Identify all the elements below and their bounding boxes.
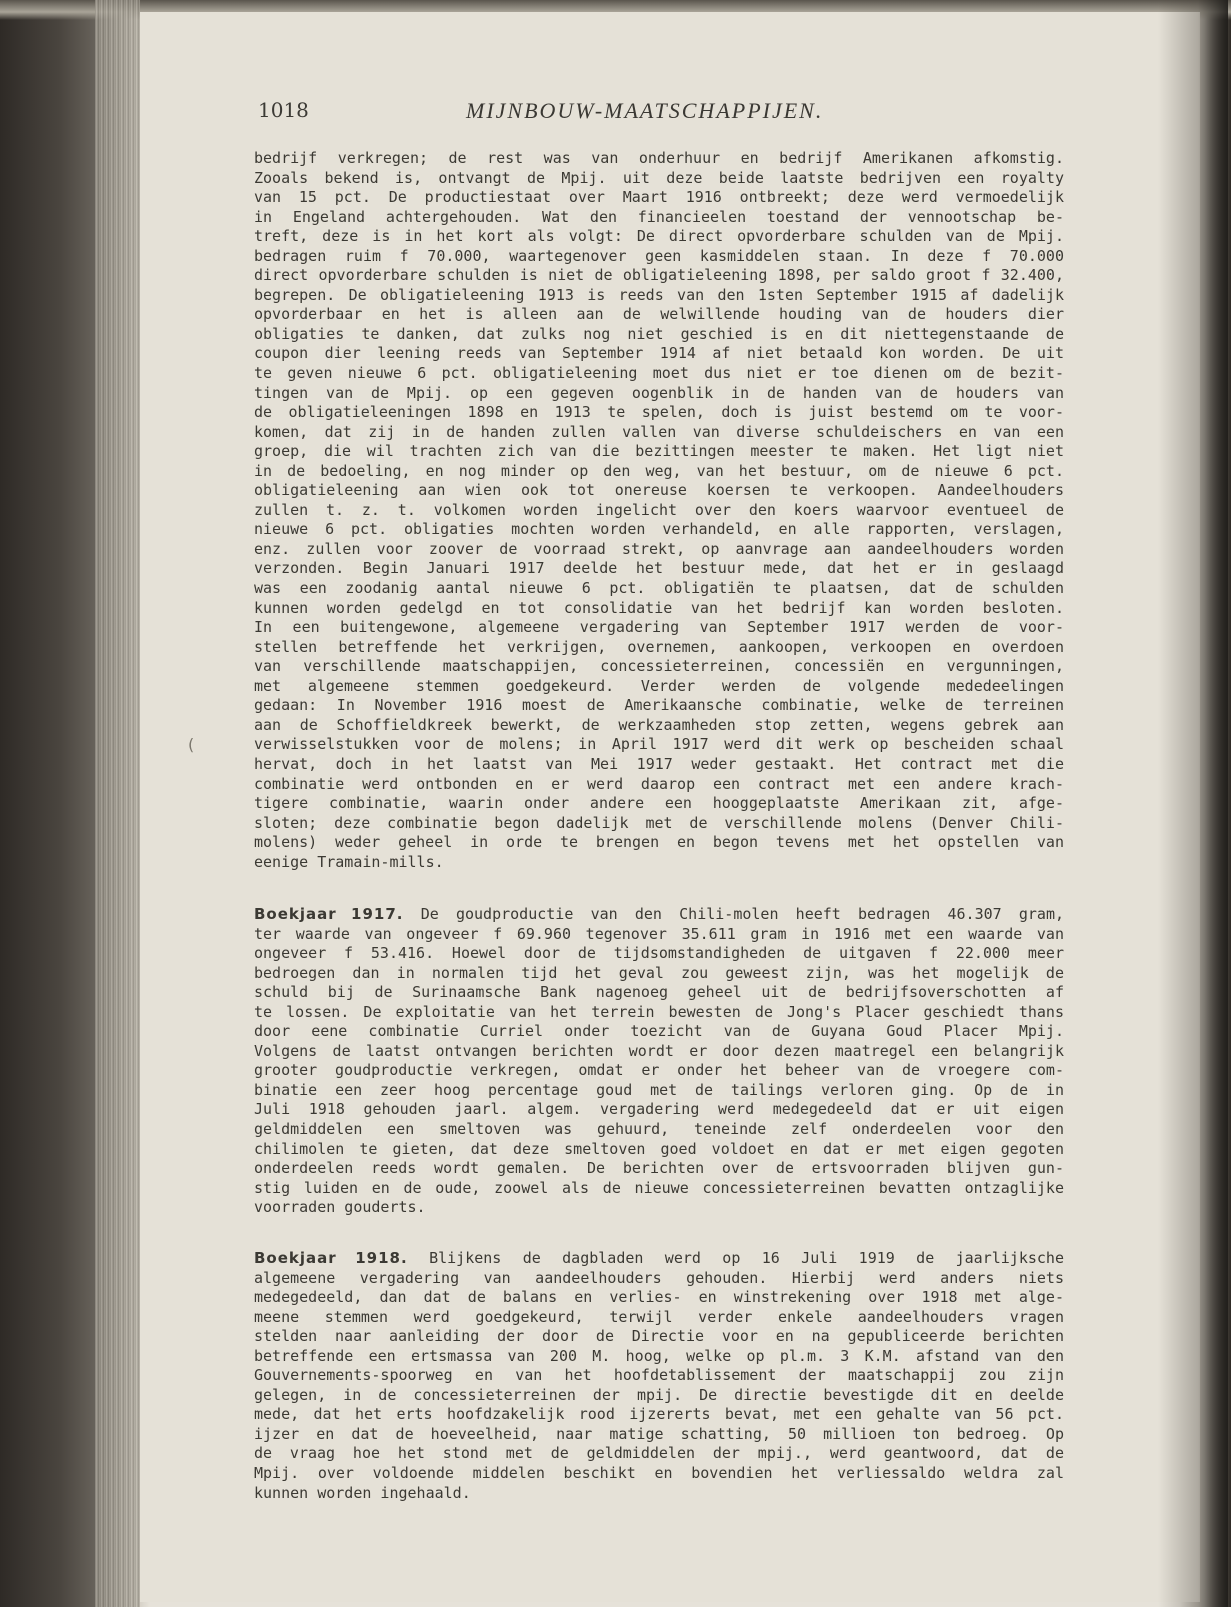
line-text: betreffende een ertsmassa van 200 M. hoog, welke op pl.m. 3 K.M. afstand van den xyxy=(254,1346,1064,1365)
running-header xyxy=(258,98,1138,130)
line-text: stig luiden en de oude, zoowel als de nieuwe concessieterreinen bevatten ontzaglijke xyxy=(254,1178,1064,1197)
text-line xyxy=(254,983,1064,1003)
text-line xyxy=(254,814,1064,834)
line-text: van 15 pct. De productiestaat over Maart 1916 ontbreekt; deze werd vermoedelijk xyxy=(254,188,1064,207)
line-text: bedragen ruim f 70.000, waartegenover geen kasmiddelen staan. In deze f 70.000 xyxy=(254,246,1064,265)
line-text: met algemeene stemmen goedgekeurd. Verder werden de volgende mededeelingen xyxy=(254,676,1064,695)
line-text: Volgens de laatst ontvangen berichten wordt er door dezen maatregel een belangrijk xyxy=(254,1041,1064,1060)
text-line xyxy=(254,188,1064,208)
paragraph-boekjaar-1918 xyxy=(254,1249,1064,1503)
line-text: sloten; deze combinatie begon dadelijk met de verschillende molens (Denver Chili- xyxy=(254,813,1064,832)
line-text: algemeene vergadering van aandeelhouders gehouden. Hierbij werd anders niets xyxy=(254,1268,1064,1287)
text-line xyxy=(254,1484,1064,1504)
text-line xyxy=(254,833,1064,853)
line-text: medegedeeld, dan dat de balans en verlies- en winstrekening over 1918 met alge- xyxy=(254,1288,1064,1307)
text-line xyxy=(254,247,1064,267)
line-text: treft, deze is in het kort als volgt: De direct opvorderbare schulden van de Mpij. xyxy=(254,227,1064,246)
line-text: komen, dat zij in de handen zullen vallen van diverse schuldeischers en van een xyxy=(254,422,1064,441)
line-text: tigere combinatie, waarin onder andere een hooggeplaatste Amerikaan zit, afge- xyxy=(254,794,1064,813)
text-line xyxy=(254,1042,1064,1062)
text-line xyxy=(254,1061,1064,1081)
text-line xyxy=(254,853,1064,873)
line-text: voorraden gouderts. xyxy=(254,1198,426,1217)
text-line xyxy=(254,266,1064,286)
text-line xyxy=(254,1366,1064,1386)
text-line xyxy=(254,1269,1064,1289)
text-line xyxy=(254,1140,1064,1160)
line-text: Juli 1918 gehouden jaarl. algem. vergadering werd medegedeeld dat er uit eigen xyxy=(254,1100,1064,1119)
line-text: direct opvorderbare schulden is niet de obligatieleening 1898, per saldo groot f 32.400, xyxy=(254,266,1064,285)
text-line xyxy=(254,559,1064,579)
text-line xyxy=(254,1425,1064,1445)
line-text: te geven nieuwe 6 pct. obligatieleening moet dus niet er toe dienen om de bezit- xyxy=(254,364,1064,383)
line-text: in de bedoeling, en nog minder op den weg, van het bestuur, om de nieuwe 6 pct. xyxy=(254,461,1064,480)
line-text: van verschillende maatschappijen, concessieterreinen, concessiën en vergunningen, xyxy=(254,657,1064,676)
text-line xyxy=(254,423,1064,443)
text-line xyxy=(254,755,1064,775)
line-text: tingen van de Mpij. op een gegeven oogenblik in de handen van de houders van xyxy=(254,383,1064,402)
text-line xyxy=(254,964,1064,984)
text-line xyxy=(254,501,1064,521)
page-number: 1018 xyxy=(258,98,309,122)
line-text: Zooals bekend is, ontvangt de Mpij. uit deze beide laatste bedrijven een royalty xyxy=(254,168,1064,187)
section-heading: Boekjaar 1918. xyxy=(254,1249,408,1267)
text-line xyxy=(254,227,1064,247)
text-line xyxy=(254,696,1064,716)
text-line xyxy=(254,735,1064,755)
line-text: zullen t. z. t. volkomen worden ingelicht over den koers waarvoor eventueel de xyxy=(254,500,1064,519)
line-text: stellen betreffende het verkrijgen, overnemen, aankoopen, verkoopen en overdoen xyxy=(254,637,1064,656)
text-line xyxy=(254,1386,1064,1406)
paragraph-boekjaar-1917 xyxy=(254,905,1064,1218)
line-text: In een buitengewone, algemeene vergadering van September 1917 werden de voor- xyxy=(254,618,1064,637)
line-text: de vraag hoe het stond met de geldmiddelen der mpij., werd geantwoord, dat de xyxy=(254,1444,1064,1463)
line-text: obligaties te danken, dat zulks nog niet geschied is en dit niettegenstaande de xyxy=(254,324,1064,343)
line-text: ter waarde van ongeveer f 69.960 tegenover 35.611 gram in 1916 met een waarde van xyxy=(254,924,1064,943)
text-line xyxy=(254,442,1064,462)
line-text: door eene combinatie Curriel onder toezicht van de Guyana Goud Placer Mpij. xyxy=(254,1022,1064,1041)
line-text: geldmiddelen een smeltoven was gehuurd, teneinde zelf onderdeelen voor den xyxy=(254,1120,1064,1139)
text-line xyxy=(254,599,1064,619)
stacked-page-edges xyxy=(95,0,140,1607)
text-line xyxy=(254,1308,1064,1328)
text-line xyxy=(254,1003,1064,1023)
text-line xyxy=(254,1179,1064,1199)
line-text: bedrijf verkregen; de rest was van onderhuur en bedrijf Amerikanen afkomstig. xyxy=(254,149,1064,167)
text-line xyxy=(254,905,1064,925)
line-text: Blijkens de dagbladen werd op 16 Juli 1919 de jaarlijksche xyxy=(407,1249,1064,1267)
line-text: ongeveer f 53.416. Hoewel door de tijdsomstandigheden de uitgaven f 22.000 meer xyxy=(254,944,1064,963)
text-line xyxy=(254,344,1064,364)
text-line xyxy=(254,462,1064,482)
line-text: te lossen. De exploitatie van het terrein bewesten de Jong's Placer geschiedt thans xyxy=(254,1002,1064,1021)
line-text: in Engeland achtergehouden. Wat den financieelen toestand der vennootschap be- xyxy=(254,207,1064,226)
text-line xyxy=(254,1159,1064,1179)
line-text: opvorderbaar en het is alleen aan de welwillende houding van de houders dier xyxy=(254,305,1064,324)
text-line xyxy=(254,1022,1064,1042)
line-text: nieuwe 6 pct. obligaties mochten worden verhandeld, en alle rapporten, verslagen, xyxy=(254,520,1064,539)
paragraph-continuation xyxy=(254,149,1064,872)
line-text: hervat, doch in het laatst van Mei 1917 weder gestaakt. Het contract met die xyxy=(254,754,1064,773)
text-line xyxy=(254,1249,1064,1269)
text-line xyxy=(254,1100,1064,1120)
text-line xyxy=(254,520,1064,540)
text-line xyxy=(254,208,1064,228)
line-text: gelegen, in de concessieterreinen der mpij. De directie bevestigde dit en deelde xyxy=(254,1385,1064,1404)
line-text: eenige Tramain-mills. xyxy=(254,852,444,871)
line-text: grooter goudproductie verkregen, omdat er onder het beheer van de vroegere com- xyxy=(254,1061,1064,1080)
text-line xyxy=(254,384,1064,404)
running-title: MIJNBOUW-MAATSCHAPPIJEN. xyxy=(466,98,824,123)
line-text: begrepen. De obligatieleening 1913 is reeds van den 1sten September 1915 af dadelijk xyxy=(254,285,1064,304)
line-text: mede, dat het erts hoofdzakelijk rood ijzererts bevat, met een gehalte van 56 pct. xyxy=(254,1405,1064,1424)
line-text: kunnen worden ingehaald. xyxy=(254,1483,471,1502)
text-line xyxy=(254,579,1064,599)
text-line xyxy=(254,618,1064,638)
text-line xyxy=(254,638,1064,658)
line-text: molens) weder geheel in orde te brengen en begon tevens met het opstellen van xyxy=(254,833,1064,852)
line-text: Gouvernements-spoorweg en van het hoofdetablissement der maatschappij zou zijn xyxy=(254,1366,1064,1385)
text-line xyxy=(254,944,1064,964)
text-line xyxy=(254,481,1064,501)
line-text: verwisselstukken voor de molens; in April 1917 werd dit werk op bescheiden schaal xyxy=(254,735,1064,754)
text-line xyxy=(254,540,1064,560)
line-text: binatie een zeer hoog percentage goud met de tailings verloren ging. Op de in xyxy=(254,1080,1064,1099)
text-line xyxy=(254,149,1064,169)
text-line xyxy=(254,1120,1064,1140)
line-text: combinatie werd ontbonden en er werd daarop een contract met een andere krach- xyxy=(254,774,1064,793)
line-text: bedroegen dan in normalen tijd het geval zou geweest zijn, was het mogelijk de xyxy=(254,963,1064,982)
section-heading: Boekjaar 1917. xyxy=(254,905,404,923)
text-line xyxy=(254,305,1064,325)
text-line xyxy=(254,677,1064,697)
line-text: schuld bij de Surinaamsche Bank nagenoeg geheel uit de bedrijfsoverschotten af xyxy=(254,983,1064,1002)
line-text: groep, die wil trachten zich van die bezittingen meester te maken. Het ligt niet xyxy=(254,442,1064,461)
right-binding-shadow xyxy=(1158,0,1228,1607)
text-line xyxy=(254,1081,1064,1101)
line-text: obligatieleening aan wien ook tot onereuse koersen te verkoopen. Aandeelhouders xyxy=(254,481,1064,500)
line-text: aan de Schoffieldkreek bewerkt, de werkzaamheden stop zetten, wegens gebrek aan xyxy=(254,715,1064,734)
text-line xyxy=(254,1444,1064,1464)
line-text: Mpij. over voldoende middelen beschikt en bovendien het verliessaldo weldra zal xyxy=(254,1464,1064,1483)
text-line xyxy=(254,657,1064,677)
line-text: chilimolen te gieten, dat deze smeltoven goed voldoet en dat er met eigen gegoten xyxy=(254,1139,1064,1158)
line-text: coupon dier leening reeds van September 1914 af niet betaald kon worden. De uit xyxy=(254,344,1064,363)
line-text: gedaan: In November 1916 moest de Amerikaansche combinatie, welke de terreinen xyxy=(254,696,1064,715)
text-line xyxy=(254,1347,1064,1367)
text-line xyxy=(254,925,1064,945)
line-text: De goudproductie van den Chili-molen heeft bedragen 46.307 gram, xyxy=(403,905,1065,923)
text-line xyxy=(254,1405,1064,1425)
text-line xyxy=(254,1464,1064,1484)
line-text: was een zoodanig aantal nieuwe 6 pct. obligatiën te plaatsen, dat de schulden xyxy=(254,579,1064,598)
line-text: onderdeelen reeds wordt gemalen. De berichten over de ertsvoorraden blijven gun- xyxy=(254,1159,1064,1178)
line-text: ijzer en dat de hoeveelheid, naar matige schatting, 50 millioen ton bedroeg. Op xyxy=(254,1424,1064,1443)
line-text: meene stemmen werd goedgekeurd, terwijl verder enkele aandeelhouders vragen xyxy=(254,1307,1064,1326)
text-line xyxy=(254,1288,1064,1308)
text-line xyxy=(254,1198,1064,1218)
text-line xyxy=(254,364,1064,384)
line-text: de obligatieleeningen 1898 en 1913 te spelen, doch is juist bestemd om te voor- xyxy=(254,403,1064,422)
text-line xyxy=(254,794,1064,814)
text-line xyxy=(254,325,1064,345)
margin-mark: ( xyxy=(188,735,195,754)
line-text: verzonden. Begin Januari 1917 deelde het bestuur mede, dat het er in geslaagd xyxy=(254,559,1064,578)
line-text: kunnen worden gedelgd en tot consolidatie van het bedrijf kan worden besloten. xyxy=(254,598,1064,617)
text-line xyxy=(254,716,1064,736)
text-line xyxy=(254,775,1064,795)
text-line xyxy=(254,1327,1064,1347)
text-line xyxy=(254,286,1064,306)
line-text: stelden naar aanleiding der door de Directie voor en na gepubliceerde berichten xyxy=(254,1327,1064,1346)
text-line xyxy=(254,169,1064,189)
line-text: enz. zullen voor zoover de voorraad strekt, op aanvrage aan aandeelhouders worden xyxy=(254,539,1064,558)
text-line xyxy=(254,403,1064,423)
